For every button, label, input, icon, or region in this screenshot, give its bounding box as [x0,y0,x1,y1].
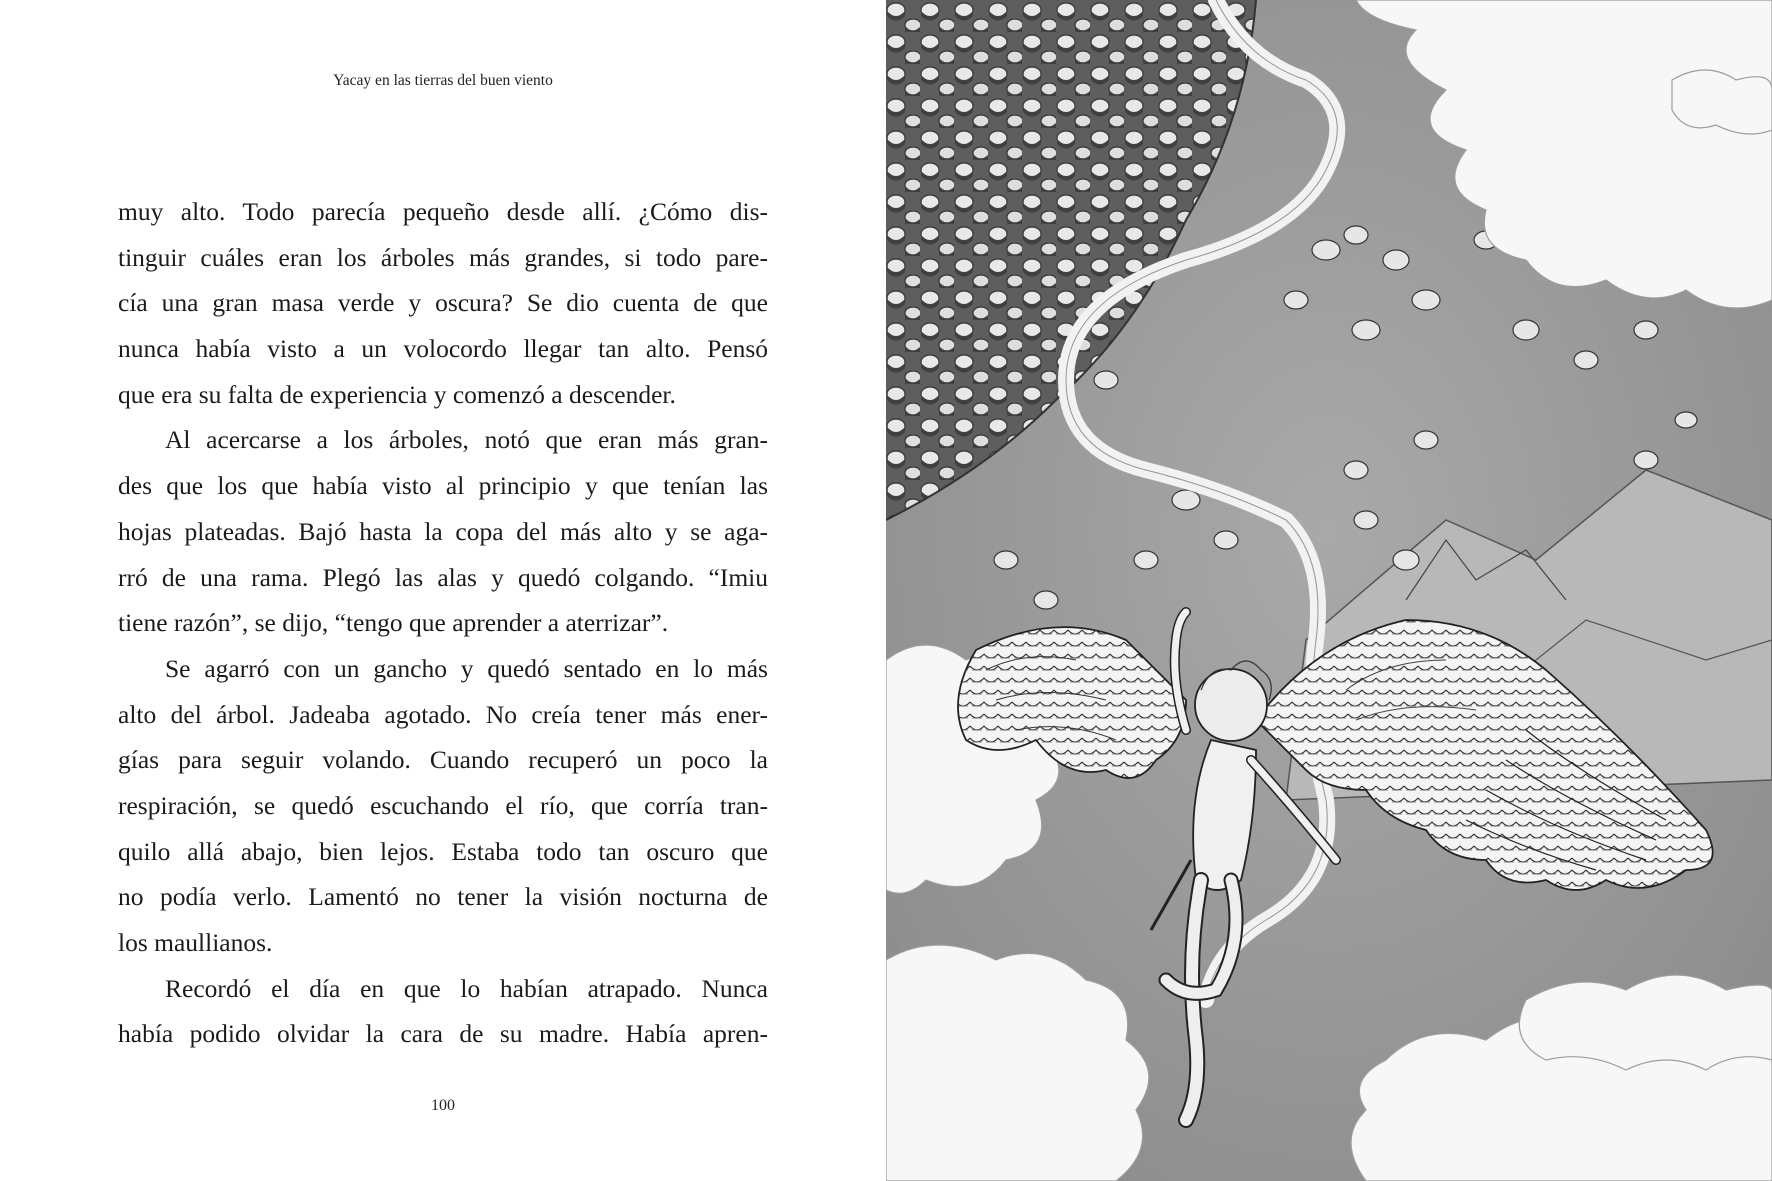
text-line: alto del árbol. Jadeaba agotado. No creía tener más ener- [118,699,768,729]
text-line: hojas plateadas. Bajó hasta la copa del más alto y se aga- [118,516,768,546]
text-line: tinguir cuáles eran los árboles más grandes, si todo pare- [118,242,768,272]
text-line: gías para seguir volando. Cuando recuperó un poco la [118,745,768,775]
text-line: cía una gran masa verde y oscura? Se dio cuenta de que [118,288,768,318]
text-line: respiración, se quedó escuchando el río, que corría tran- [118,790,768,820]
text-line: Recordó el día en que lo habían atrapado. Nunca [165,973,768,1003]
text-line: los maullianos. [118,928,273,957]
text-line: había podido olvidar la cara de su madre. Había apren- [118,1019,768,1049]
running-head: Yacay en las tierras del buen viento [333,72,553,89]
right-page-illustration [886,0,1772,1181]
text-line: Se agarró con un gancho y quedó sentado en lo más [165,653,768,683]
text-line: muy alto. Todo parecía pequeño desde allí. ¿Cómo dis- [118,197,768,226]
text-line: rró de una rama. Plegó las alas y quedó colgando. “Imiu [118,562,768,592]
text-line: nunca había visto a un volocordo llegar tan alto. Pensó [118,334,768,364]
text-line: no podía verlo. Lamentó no tener la visión nocturna de [118,882,768,912]
winged-boy-flight-illustration [886,0,1772,1181]
text-line: Al acercarse a los árboles, notó que eran más gran- [165,425,768,455]
page-number: 100 [431,1097,455,1114]
text-line: tiene razón”, se dijo, “tengo que aprender a aterrizar”. [118,608,669,638]
body-text [118,189,768,1057]
text-line: que era su falta de experiencia y comenzó a descender. [118,379,676,409]
text-line: quilo allá abajo, bien lejos. Estaba todo tan oscuro que [118,836,768,866]
text-line: des que los que había visto al principio y que tenían las [118,471,768,501]
